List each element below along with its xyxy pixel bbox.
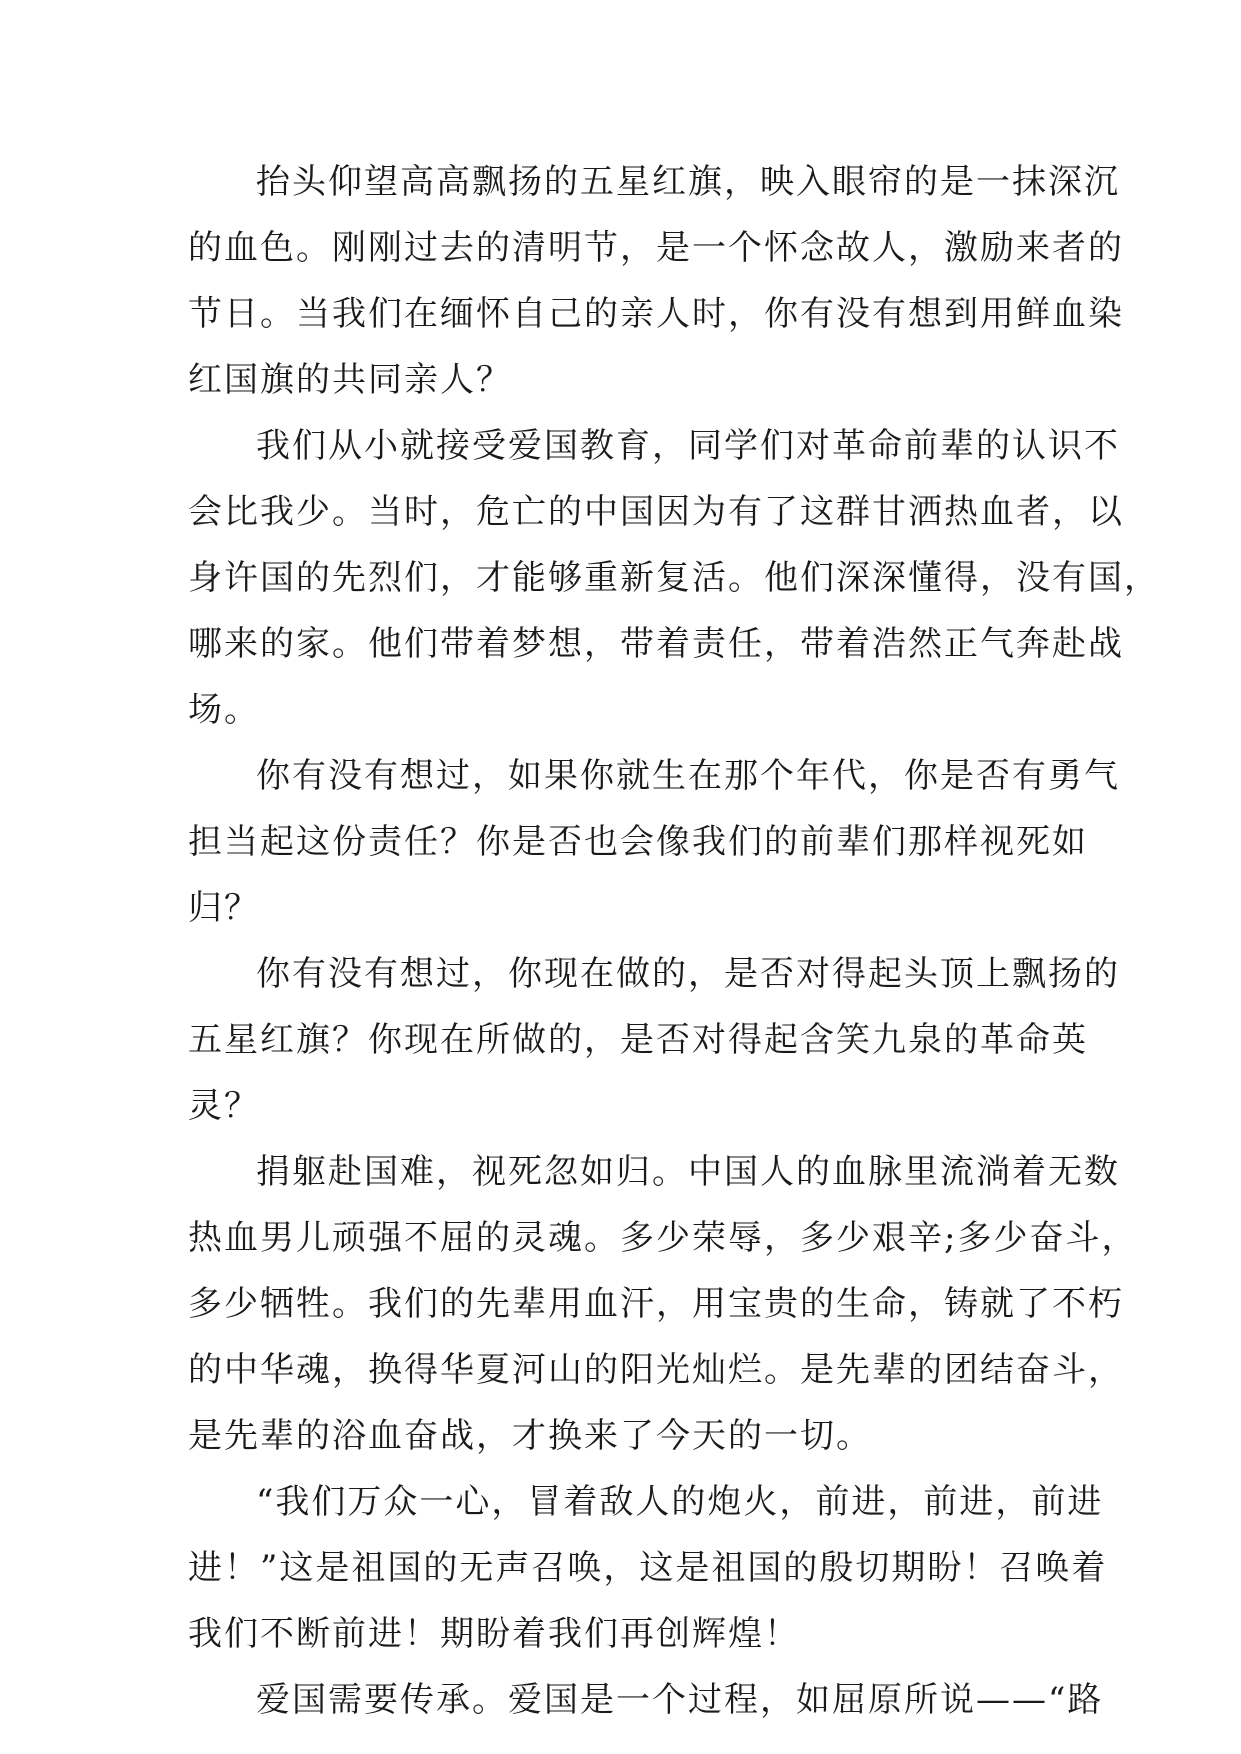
text-line: 我们从小就接受爱国教育，同学们对革命前辈的认识不 [256,426,1120,466]
text-line: 会比我少。当时，危亡的中国因为有了这群甘洒热血者，以 [188,492,1124,532]
text-line: 担当起这份责任？你是否也会像我们的前辈们那样视死如 [188,822,1088,862]
text-line: 五星红旗？你现在所做的，是否对得起含笑九泉的革命英 [188,1020,1088,1060]
text-line: 热血男儿顽强不屈的灵魂。多少荣辱，多少艰辛;多少奋斗， [188,1218,1138,1258]
text-line: 我们不断前进！期盼着我们再创辉煌！ [188,1614,800,1654]
text-line: 抬头仰望高高飘扬的五星红旗，映入眼帘的是一抹深沉 [256,162,1120,202]
text-line: 哪来的家。他们带着梦想，带着责任，带着浩然正气奔赴战 [188,624,1124,664]
text-line: 身许国的先烈们，才能够重新复活。他们深深懂得，没有国， [188,558,1160,598]
text-line: 是先辈的浴血奋战，才换来了今天的一切。 [188,1416,872,1456]
text-line: 的血色。刚刚过去的清明节，是一个怀念故人，激励来者的 [188,228,1124,268]
text-line: 节日。当我们在缅怀自己的亲人时，你有没有想到用鲜血染 [188,294,1124,334]
text-line: 爱国需要传承。爱国是一个过程，如屈原所说——“路 [256,1680,1104,1720]
text-line: 场。 [188,690,260,730]
text-line: 你有没有想过，如果你就生在那个年代，你是否有勇气 [256,756,1120,796]
text-line: 的中华魂，换得华夏河山的阳光灿烂。是先辈的团结奋斗， [188,1350,1124,1390]
text-line: 进！”这是祖国的无声召唤，这是祖国的殷切期盼！召唤着 [188,1548,1108,1588]
text-line: 捐躯赴国难，视死忽如归。中国人的血脉里流淌着无数 [256,1152,1120,1192]
text-line: 红国旗的共同亲人？ [188,360,512,400]
text-line: 多少牺牲。我们的先辈用血汗，用宝贵的生命，铸就了不朽 [188,1284,1124,1324]
text-line: “我们万众一心，冒着敌人的炮火，前进，前进，前进 [256,1482,1104,1522]
text-line: 灵？ [188,1086,260,1126]
text-line: 你有没有想过，你现在做的，是否对得起头顶上飘扬的 [256,954,1120,994]
text-line: 归？ [188,888,260,928]
